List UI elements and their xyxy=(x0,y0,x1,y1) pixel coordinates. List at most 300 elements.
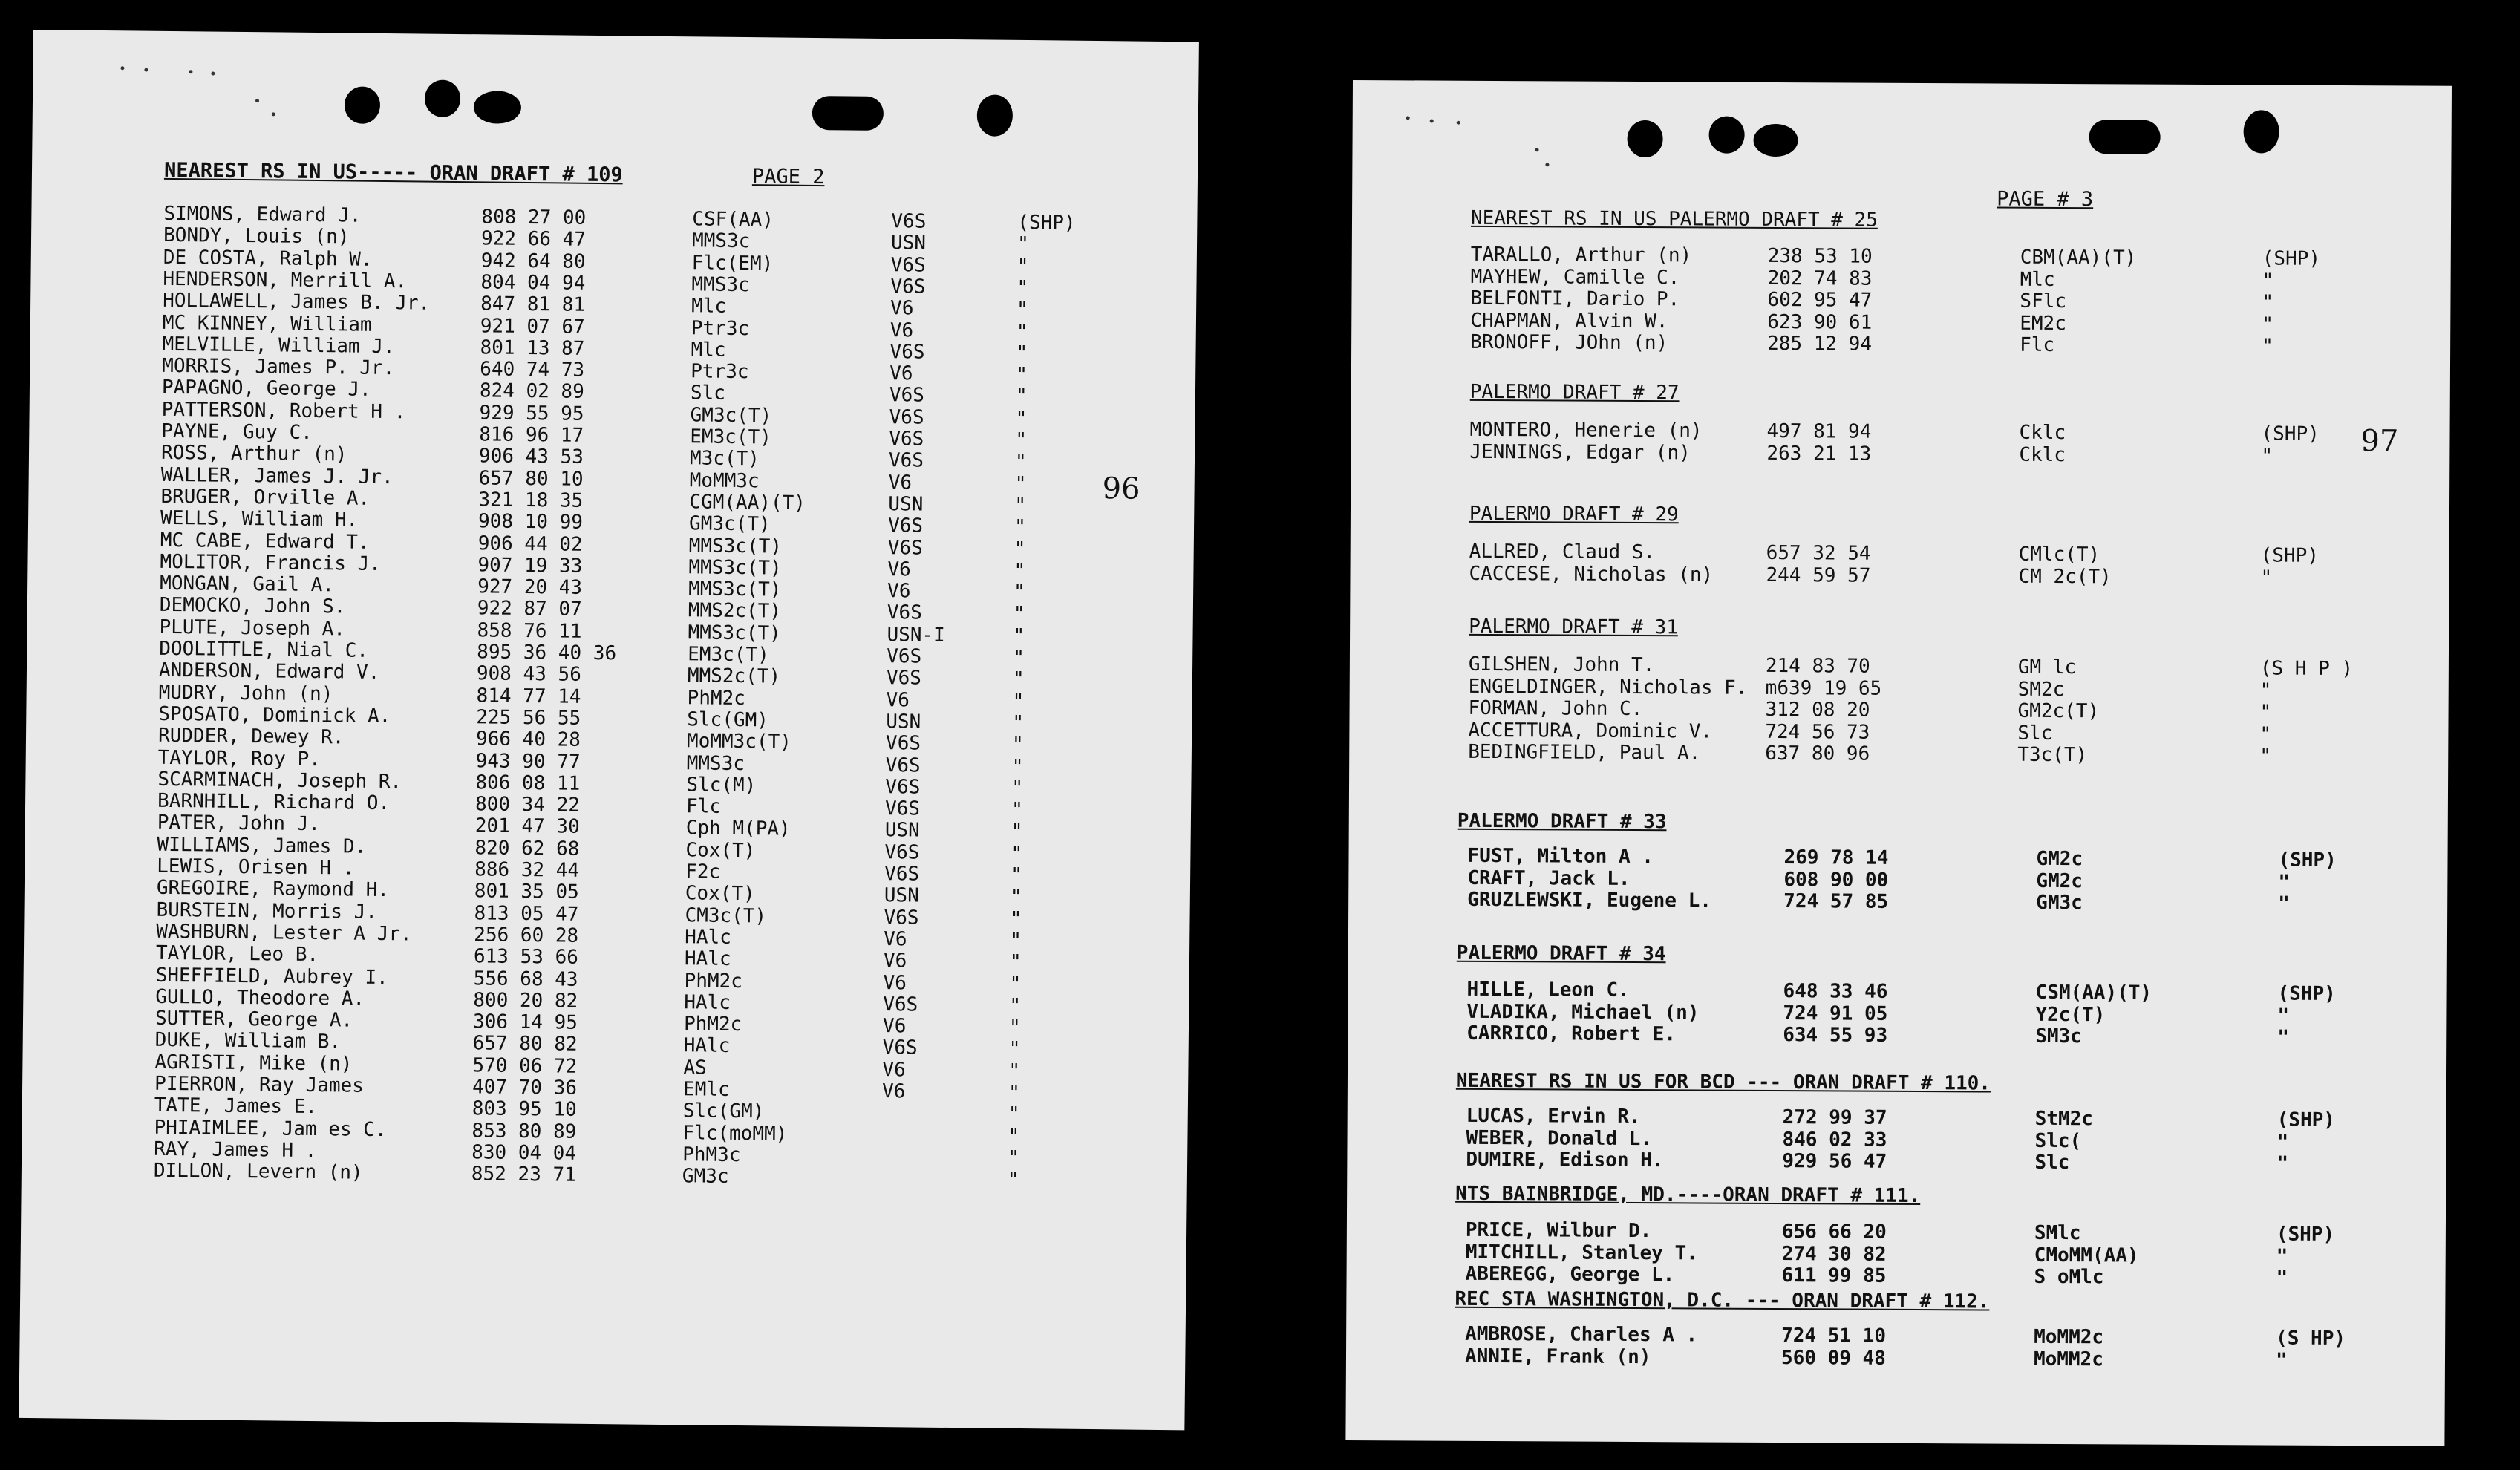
cell-status-mark: " xyxy=(2262,291,2274,314)
cell-status-mark: " xyxy=(1010,863,1022,887)
cell-service-number: 929 55 95 xyxy=(479,402,584,425)
cell-name: AMBROSE, Charles A . xyxy=(1465,1322,1698,1347)
cell-name: ROSS, Arthur (n) xyxy=(160,442,347,466)
section-header: PALERMO DRAFT # 33 xyxy=(1457,809,1667,834)
cell-name: SIMONS, Edward J. xyxy=(163,202,362,227)
cell-service-number: 263 21 13 xyxy=(1766,442,1872,466)
cell-name: MELVILLE, William J. xyxy=(162,333,395,358)
cell-service-number: 724 57 85 xyxy=(1783,890,1889,913)
cell-service-number: 656 66 20 xyxy=(1781,1221,1887,1244)
cell-class: V6 xyxy=(883,971,907,994)
section-header: PALERMO DRAFT # 27 xyxy=(1469,380,1680,405)
cell-status-mark: " xyxy=(2261,444,2273,467)
cell-name: GULLO, Theodore A. xyxy=(155,985,365,1010)
cell-name: MONTERO, Henerie (n) xyxy=(1469,418,1703,442)
cell-name: HOLLAWELL, James B. Jr. xyxy=(163,290,431,315)
cell-service-number: 640 74 73 xyxy=(480,358,585,382)
cell-name: TAYLOR, Roy P. xyxy=(157,746,321,771)
cell-rating: MMS3c xyxy=(691,273,750,297)
cell-rating: GM3c xyxy=(2036,891,2083,915)
cell-rating: F2c xyxy=(685,860,721,883)
cell-status-mark: " xyxy=(2276,1152,2289,1175)
cell-service-number: 943 90 77 xyxy=(475,749,581,774)
cell-service-number: 657 80 10 xyxy=(478,466,584,491)
cell-service-number: 800 34 22 xyxy=(474,793,581,817)
cell-status-mark: " xyxy=(1012,690,1025,713)
cell-name: GRUZLEWSKI, Eugene L. xyxy=(1467,888,1712,912)
cell-status-mark: " xyxy=(2278,871,2291,894)
cell-rating: SM3c xyxy=(2035,1025,2082,1048)
cell-name: MAYHEW, Camille C. xyxy=(1470,265,1680,289)
cell-class: V6 xyxy=(889,318,914,342)
cell-name: HENDERSON, Merrill A. xyxy=(163,267,408,293)
cell-name: VLADIKA, Michael (n) xyxy=(1466,1000,1700,1024)
cell-service-number: 816 96 17 xyxy=(479,423,584,447)
cell-status-mark: " xyxy=(1008,1016,1021,1039)
cell-rating: EM2c xyxy=(2020,312,2067,335)
cell-status-mark: (SHP) xyxy=(2277,982,2336,1005)
cell-rating: StM2c xyxy=(2034,1107,2094,1131)
cell-rating: HAlc xyxy=(683,1034,731,1058)
cell-name: WASHBURN, Lester A Jr. xyxy=(156,920,412,946)
punch-hole xyxy=(977,94,1013,136)
cell-class: V6S xyxy=(890,253,926,277)
cell-class: USN-I xyxy=(887,623,945,647)
cell-service-number: 560 09 48 xyxy=(1780,1346,1886,1370)
page-label: PAGE # 3 xyxy=(1997,187,2094,212)
cell-status-mark: " xyxy=(2259,679,2272,702)
cell-service-number: 724 91 05 xyxy=(1783,1002,1888,1025)
cell-rating: SM2c xyxy=(2017,678,2065,701)
cell-rating: GM3c(T) xyxy=(688,512,771,536)
cell-service-number: 285 12 94 xyxy=(1767,332,1873,356)
cell-rating: MMS3c(T) xyxy=(688,578,782,601)
cell-rating: MoMM3c xyxy=(689,468,760,492)
cell-name: PAYNE, Guy C. xyxy=(161,419,313,444)
cell-status-mark: " xyxy=(1013,646,1025,670)
cell-rating: CM 2c(T) xyxy=(2018,565,2112,588)
left-document-page xyxy=(19,30,1198,1430)
cell-rating: MoMM2c xyxy=(2033,1348,2103,1371)
cell-rating: PhM2c xyxy=(684,969,743,993)
cell-class: V6 xyxy=(887,580,911,603)
cell-rating: CSM(AA)(T) xyxy=(2035,981,2152,1004)
cell-service-number: 847 81 81 xyxy=(480,293,586,316)
cell-status-mark: " xyxy=(1011,777,1024,800)
cell-rating: MMS2c(T) xyxy=(687,664,781,688)
roster-row xyxy=(1350,562,2434,589)
cell-rating: GM2c xyxy=(2036,847,2083,871)
cell-status-mark: " xyxy=(1013,559,1026,582)
cell-rating: GM3c(T) xyxy=(690,403,772,428)
cell-rating: CGM(AA)(T) xyxy=(689,491,806,514)
speck xyxy=(189,70,192,74)
cell-service-number: 613 53 66 xyxy=(473,945,578,969)
cell-rating: S oMlc xyxy=(2034,1265,2104,1289)
cell-rating: HAlc xyxy=(684,947,731,971)
speck xyxy=(1430,120,1434,123)
cell-service-number: 820 62 68 xyxy=(474,836,580,860)
cell-name: BARNHILL, Richard O. xyxy=(157,789,391,815)
speck xyxy=(211,72,215,76)
cell-service-number: 813 05 47 xyxy=(474,901,579,926)
cell-rating: Cph M(PA) xyxy=(685,817,791,841)
punch-hole xyxy=(1627,120,1662,157)
cell-class: V6S xyxy=(883,993,918,1016)
cell-rating: Mlc xyxy=(691,339,726,362)
cell-name: MC CABE, Edward T. xyxy=(160,529,370,554)
cell-name: TAYLOR, Leo B. xyxy=(155,941,319,967)
cell-service-number: 803 95 10 xyxy=(471,1097,577,1122)
speck xyxy=(144,68,148,72)
cell-name: BRUGER, Orville A. xyxy=(160,485,371,510)
cell-status-mark: (SHP) xyxy=(2261,422,2320,445)
cell-service-number: 611 99 85 xyxy=(1781,1264,1887,1287)
cell-status-mark: " xyxy=(2277,1026,2289,1049)
section-header: PALERMO DRAFT # 31 xyxy=(1469,615,1678,639)
cell-service-number: 225 56 55 xyxy=(476,706,581,730)
cell-service-number: 942 64 80 xyxy=(480,249,586,273)
cell-rating: Mlc xyxy=(2020,268,2055,291)
cell-name: WALLER, James J. Jr. xyxy=(160,463,394,489)
cell-name: BONDY, Louis (n) xyxy=(163,224,350,249)
page-number-stamp: 97 xyxy=(2360,424,2399,459)
cell-service-number: 824 02 89 xyxy=(479,379,584,404)
cell-service-number: 238 53 10 xyxy=(1767,244,1873,268)
cell-rating: EM3c(T) xyxy=(690,425,772,449)
cell-service-number: 908 10 99 xyxy=(477,510,584,534)
cell-rating: GM2c(T) xyxy=(2017,699,2100,723)
cell-status-mark: " xyxy=(2276,1131,2289,1154)
cell-rating: CM3c(T) xyxy=(685,904,767,927)
cell-rating: Slc(GM) xyxy=(682,1100,765,1123)
cell-name: ABEREGG, George L. xyxy=(1465,1262,1675,1287)
cell-service-number: 407 70 36 xyxy=(471,1076,578,1100)
cell-status-mark: " xyxy=(1011,755,1024,778)
section-header: REC STA WASHINGTON, D.C. --- ORAN DRAFT # 112. xyxy=(1455,1287,1990,1313)
cell-service-number: 201 47 30 xyxy=(474,814,580,839)
cell-status-mark: " xyxy=(1015,385,1028,408)
cell-name: WELLS, William H. xyxy=(160,507,359,532)
cell-service-number: 804 04 94 xyxy=(480,271,586,295)
speck xyxy=(1457,121,1460,125)
cell-service-number: 800 20 82 xyxy=(473,989,578,1013)
cell-status-mark: " xyxy=(1016,276,1029,299)
cell-service-number: 272 99 37 xyxy=(1782,1106,1887,1129)
cell-rating: MMS3c(T) xyxy=(688,621,781,645)
cell-rating: Ptr3c xyxy=(691,316,750,340)
cell-status-mark: " xyxy=(1015,428,1028,452)
cell-rating: GM3c xyxy=(682,1165,729,1189)
cell-status-mark: " xyxy=(2259,722,2272,745)
cell-status-mark: " xyxy=(2262,313,2274,336)
cell-class: USN xyxy=(884,884,919,907)
cell-status-mark: " xyxy=(1012,668,1025,691)
cell-service-number: 556 68 43 xyxy=(473,967,578,991)
cell-service-number: 274 30 82 xyxy=(1781,1242,1887,1266)
cell-service-number: 623 90 61 xyxy=(1767,310,1873,334)
cell-service-number: 724 56 73 xyxy=(1765,720,1870,744)
cell-status-mark: (SHP) xyxy=(2262,247,2321,270)
cell-class: V6S xyxy=(884,797,921,820)
cell-name: MITCHILL, Stanley T. xyxy=(1465,1241,1698,1264)
cell-name: ANDERSON, Edward V. xyxy=(158,659,380,685)
cell-name: ANNIE, Frank (n) xyxy=(1464,1345,1651,1368)
cell-rating: HAlc xyxy=(685,926,732,949)
cell-rating: SFlc xyxy=(2020,290,2067,313)
cell-service-number: 966 40 28 xyxy=(475,728,581,751)
cell-name: PRICE, Wilbur D. xyxy=(1465,1218,1652,1243)
cell-rating: Slc xyxy=(2034,1151,2070,1175)
cell-class: V6S xyxy=(886,667,922,690)
cell-name: ALLRED, Claud S. xyxy=(1469,540,1656,564)
cell-name: DILLON, Levern (n) xyxy=(153,1159,363,1184)
cell-class: V6 xyxy=(886,688,910,711)
draft-header: NEAREST RS IN US----- ORAN DRAFT # 109 xyxy=(163,158,623,187)
cell-status-mark: " xyxy=(1011,798,1023,822)
cell-name: BELFONTI, Dario P. xyxy=(1470,287,1680,311)
cell-service-number: 202 74 83 xyxy=(1767,267,1873,290)
cell-service-number: 306 14 95 xyxy=(472,1010,578,1034)
cell-service-number: 814 77 14 xyxy=(476,684,581,708)
cell-service-number: 830 04 04 xyxy=(471,1141,577,1165)
cell-service-number: 853 80 89 xyxy=(471,1119,577,1143)
cell-status-mark: " xyxy=(1009,951,1022,974)
cell-status-mark: " xyxy=(1013,516,1026,539)
cell-name: PAPAGNO, George J. xyxy=(161,376,371,402)
cell-name: SCARMINACH, Joseph R. xyxy=(157,768,402,794)
cell-rating: CBM(AA)(T) xyxy=(2020,246,2137,270)
cell-rating: Slc(M) xyxy=(686,774,757,797)
cell-class: V6 xyxy=(887,558,911,581)
cell-name: AGRISTI, Mike (n) xyxy=(154,1051,353,1076)
cell-rating: Flc xyxy=(685,795,722,818)
cell-rating: PhM2c xyxy=(683,1013,742,1036)
cell-service-number: 886 32 44 xyxy=(474,858,580,882)
cell-status-mark: " xyxy=(2262,269,2274,292)
cell-rating: EM3c(T) xyxy=(688,643,769,667)
cell-rating: EMlc xyxy=(682,1078,730,1101)
cell-class: V6S xyxy=(889,428,924,451)
punch-hole xyxy=(2244,110,2279,153)
cell-rating: GM2c xyxy=(2036,869,2083,892)
cell-name: MC KINNEY, William xyxy=(162,311,372,336)
cell-class: V6 xyxy=(884,927,907,951)
cell-class: V6S xyxy=(889,384,925,407)
cell-service-number: 801 13 87 xyxy=(480,336,585,360)
cell-status-mark: " xyxy=(1008,1081,1020,1104)
punch-hole xyxy=(1708,117,1744,154)
cell-status-mark: " xyxy=(1008,1059,1021,1082)
cell-service-number: 637 80 96 xyxy=(1765,742,1870,765)
cell-status-mark: (S HP) xyxy=(2276,1327,2346,1350)
cell-status-mark: (SHP) xyxy=(2260,544,2320,567)
cell-rating: MMS3c xyxy=(686,751,745,775)
cell-name: PIERRON, Ray James xyxy=(154,1072,365,1097)
cell-name: SUTTER, George A. xyxy=(154,1007,353,1032)
cell-status-mark: " xyxy=(1010,907,1022,930)
cell-rating: Flc(moMM) xyxy=(682,1121,788,1146)
cell-rating: HAlc xyxy=(684,991,731,1014)
cell-name: CACCESE, Nicholas (n) xyxy=(1469,562,1714,587)
cell-rating: MMS2c(T) xyxy=(688,599,782,623)
cell-service-number: 244 59 57 xyxy=(1766,564,1871,587)
cell-service-number: 724 51 10 xyxy=(1781,1324,1887,1348)
cell-name: ENGELDINGER, Nicholas F. xyxy=(1468,675,1748,699)
cell-status-mark: " xyxy=(1007,1169,1019,1192)
cell-status-mark: " xyxy=(1008,1103,1020,1126)
cell-class: USN xyxy=(886,710,921,734)
cell-status-mark: " xyxy=(1008,1146,1019,1169)
cell-class: V6 xyxy=(881,1080,906,1103)
cell-status-mark: " xyxy=(2276,1245,2288,1268)
cell-name: SHEFFIELD, Aubrey I. xyxy=(155,964,388,989)
cell-class: V6S xyxy=(885,732,921,755)
speck xyxy=(272,112,275,116)
cell-name: HILLE, Leon C. xyxy=(1466,978,1630,1002)
cell-service-number: 602 95 47 xyxy=(1767,288,1873,312)
cell-rating: Flc xyxy=(2020,333,2055,356)
cell-name: ACCETTURA, Dominic V. xyxy=(1468,719,1713,743)
cell-class: V6S xyxy=(884,863,920,886)
cell-rating: GM lc xyxy=(2017,656,2077,679)
cell-status-mark: " xyxy=(1016,298,1028,321)
punch-hole xyxy=(2089,120,2160,154)
cell-status-mark: " xyxy=(1011,842,1023,865)
section-header: NEAREST RS IN US PALERMO DRAFT # 25 xyxy=(1470,206,1878,232)
cell-service-number: 269 78 14 xyxy=(1783,846,1889,869)
cell-name: MUDRY, John (n) xyxy=(158,681,333,705)
cell-name: PATER, John J. xyxy=(157,811,321,836)
cell-rating: SMlc xyxy=(2034,1221,2081,1245)
cell-name: GILSHEN, John T. xyxy=(1468,653,1655,677)
cell-class: USN xyxy=(884,819,920,842)
cell-rating: Cklc xyxy=(2019,421,2066,445)
cell-status-mark: " xyxy=(1015,407,1028,430)
cell-name: DE COSTA, Ralph W. xyxy=(163,246,373,271)
cell-status-mark: (SHP) xyxy=(2278,849,2337,872)
cell-service-number: 570 06 72 xyxy=(472,1054,578,1078)
cell-class: V6S xyxy=(888,449,924,472)
cell-service-number: 846 02 33 xyxy=(1782,1128,1887,1152)
cell-service-number: 806 08 11 xyxy=(475,771,581,795)
cell-status-mark: (SHP) xyxy=(1017,211,1076,235)
cell-name: DUKE, William B. xyxy=(154,1029,342,1054)
cell-service-number: 908 43 56 xyxy=(476,662,581,687)
cell-status-mark: " xyxy=(1010,886,1022,909)
cell-rating: MMS3c(T) xyxy=(688,534,783,558)
cell-class: V6S xyxy=(887,601,922,624)
roster-row xyxy=(1351,331,2435,359)
cell-name: PATTERSON, Robert H . xyxy=(161,398,406,423)
cell-name: MOLITOR, Francis J. xyxy=(160,550,382,575)
cell-service-number: 922 66 47 xyxy=(480,227,587,252)
cell-name: RAY, James H . xyxy=(154,1137,317,1162)
cell-status-mark: " xyxy=(2259,701,2272,724)
cell-status-mark: (SHP) xyxy=(2276,1108,2336,1131)
cell-status-mark: " xyxy=(2276,1267,2288,1290)
cell-rating: Cklc xyxy=(2019,443,2066,466)
speck xyxy=(1545,163,1549,166)
cell-name: RUDDER, Dewey R. xyxy=(157,725,345,749)
cell-name: SPOSATO, Dominick A. xyxy=(158,702,391,728)
cell-status-mark: " xyxy=(1008,1038,1021,1061)
cell-rating: AS xyxy=(683,1056,707,1079)
cell-class: V6S xyxy=(887,645,922,668)
cell-name: CHAPMAN, Alvin W. xyxy=(1470,309,1668,333)
section-header: NTS BAINBRIDGE, MD.----ORAN DRAFT # 111. xyxy=(1455,1182,1921,1208)
cell-service-number: 648 33 46 xyxy=(1783,980,1888,1003)
cell-class: V6S xyxy=(887,536,923,560)
cell-status-mark: " xyxy=(1012,711,1025,734)
cell-status-mark: " xyxy=(1016,320,1028,343)
cell-status-mark: " xyxy=(1013,581,1025,604)
cell-class: V6S xyxy=(887,514,924,538)
section-header: PALERMO DRAFT # 34 xyxy=(1456,941,1666,966)
cell-status-mark: " xyxy=(1016,342,1028,365)
cell-service-number: 922 87 07 xyxy=(477,597,582,621)
cell-rating: MMS3c xyxy=(691,229,751,253)
cell-service-number: 321 18 35 xyxy=(478,489,584,512)
cell-rating: Mlc xyxy=(691,295,727,318)
cell-name: MONGAN, Gail A. xyxy=(160,572,335,597)
cell-service-number: 808 27 00 xyxy=(481,206,587,229)
cell-service-number: 929 56 47 xyxy=(1782,1150,1887,1173)
roster-row xyxy=(1349,741,2433,768)
cell-service-number: 801 35 05 xyxy=(474,880,579,904)
cell-class: V6S xyxy=(882,1036,918,1059)
punch-hole xyxy=(474,91,521,124)
cell-service-number: 852 23 71 xyxy=(471,1163,576,1186)
cell-status-mark: " xyxy=(1014,472,1027,495)
cell-service-number: 906 43 53 xyxy=(478,445,584,469)
cell-rating: Slc( xyxy=(2034,1129,2082,1152)
cell-rating: Y2c(T) xyxy=(2035,1003,2106,1026)
cell-class: V6S xyxy=(884,840,920,864)
cell-name: WILLIAMS, James D. xyxy=(157,833,367,858)
cell-class: V6S xyxy=(890,275,926,298)
cell-rating: Slc xyxy=(690,382,726,405)
cell-service-number: 927 20 43 xyxy=(477,575,583,599)
roster-row xyxy=(1351,440,2435,468)
section-header: PALERMO DRAFT # 29 xyxy=(1469,502,1679,526)
cell-name: CARRICO, Robert E. xyxy=(1466,1022,1677,1046)
cell-status-mark: " xyxy=(1009,994,1022,1017)
cell-service-number: 608 90 00 xyxy=(1783,868,1889,892)
cell-name: TARALLO, Arthur (n) xyxy=(1470,243,1692,267)
cell-name: BURSTEIN, Morris J. xyxy=(156,898,378,924)
cell-rating: PhM3c xyxy=(682,1143,741,1166)
cell-service-number: 312 08 20 xyxy=(1765,698,1870,722)
cell-status-mark: " xyxy=(1014,494,1027,517)
cell-rating: CMoMM(AA) xyxy=(2034,1244,2139,1267)
cell-rating: Slc xyxy=(2017,722,2053,745)
cell-class: V6S xyxy=(889,405,924,429)
cell-name: PHIAIMLEE, Jam es C. xyxy=(154,1116,387,1141)
cell-status-mark: " xyxy=(1013,624,1025,647)
cell-class: V6S xyxy=(885,775,921,799)
page-label: PAGE 2 xyxy=(751,165,825,189)
cell-class: V6S xyxy=(889,340,925,364)
cell-name: DOOLITTLE, Nial C. xyxy=(159,637,369,662)
cell-status-mark: " xyxy=(1016,233,1029,256)
cell-service-number: 858 76 11 xyxy=(477,618,582,643)
cell-rating: M3c(T) xyxy=(689,447,760,471)
cell-status-mark: " xyxy=(1016,255,1029,278)
cell-service-number: 256 60 28 xyxy=(474,924,579,947)
cell-class: V6 xyxy=(882,1058,906,1082)
cell-rating: Slc(GM) xyxy=(687,708,769,732)
